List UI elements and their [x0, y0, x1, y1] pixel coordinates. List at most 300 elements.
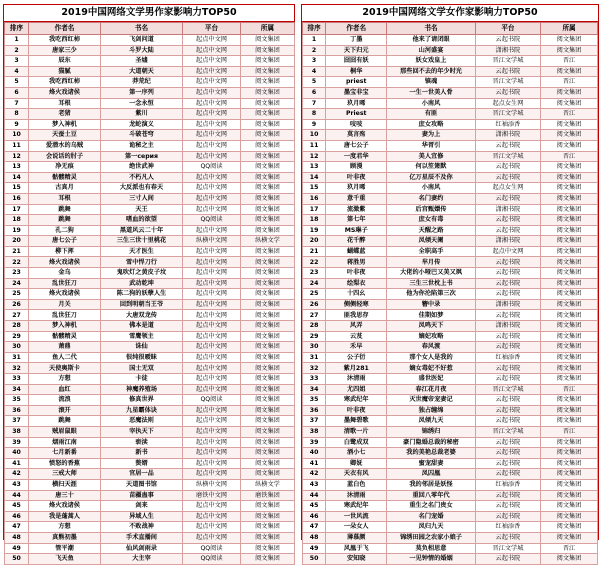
rank-cell: 16 — [303, 193, 326, 204]
platform-cell: 起点中文网 — [183, 140, 241, 151]
book-cell: 第一серия — [101, 151, 183, 162]
rank-cell: 2 — [5, 45, 29, 56]
group-cell: 阅文集团 — [541, 554, 598, 565]
table-row — [5, 384, 295, 395]
author-cell: 七月新番 — [29, 448, 101, 459]
table-row — [5, 151, 295, 162]
group-cell: 阅文集团 — [241, 469, 295, 480]
group-cell: 阅文集团 — [541, 278, 598, 289]
book-cell: 回到明朝当王爷 — [101, 299, 183, 310]
book-cell: 一生一世美人骨 — [387, 87, 476, 98]
author-cell: 玖月晞 — [326, 98, 387, 109]
group-cell: 阅文集团 — [241, 405, 295, 416]
group-cell: 阅文集团 — [541, 331, 598, 342]
table-row — [303, 469, 598, 480]
platform-cell: 起点中文网 — [183, 183, 241, 194]
book-cell: 圣墟 — [101, 56, 183, 67]
book-cell: 剑来 — [101, 501, 183, 512]
book-cell: 他为你沦陷第三次 — [387, 289, 476, 300]
table-row — [303, 35, 598, 46]
platform-cell: QQ阅读 — [183, 215, 241, 226]
group-cell: 阅文集团 — [241, 246, 295, 257]
group-cell: 阅文集团 — [241, 289, 295, 300]
table-row — [303, 151, 598, 162]
author-cell: 安知晓 — [326, 554, 387, 565]
table-row — [5, 532, 295, 543]
rank-cell: 42 — [303, 469, 326, 480]
table-row — [303, 236, 598, 247]
group-cell: 阅文集团 — [541, 193, 598, 204]
platform-cell: 起点中文网 — [183, 299, 241, 310]
platform-cell: 云起书院 — [475, 532, 540, 543]
author-cell: 风凰于飞 — [326, 543, 387, 554]
male-authors-table — [4, 22, 295, 565]
rank-cell: 45 — [303, 501, 326, 512]
group-cell: 阅文集团 — [241, 299, 295, 310]
book-cell: 山河盛宴 — [387, 45, 476, 56]
rank-cell: 8 — [303, 109, 326, 120]
platform-cell: QQ阅读 — [183, 162, 241, 173]
group-cell: 阅文集团 — [541, 511, 598, 522]
rank-cell: 24 — [5, 278, 29, 289]
group-cell: 阅文集团 — [241, 501, 295, 512]
column-header-group: 所属 — [241, 23, 295, 35]
rank-cell: 43 — [303, 479, 326, 490]
platform-cell: 起点中文网 — [183, 45, 241, 56]
book-cell: 凤倾九天 — [387, 416, 476, 427]
rank-cell: 33 — [5, 374, 29, 385]
table-row — [5, 554, 295, 565]
group-cell: 阅文集团 — [241, 257, 295, 268]
table-row — [303, 98, 598, 109]
author-cell: 方想 — [29, 374, 101, 385]
author-cell: 顾漫 — [326, 162, 387, 173]
table-row — [303, 268, 598, 279]
platform-cell: 云起书院 — [475, 511, 540, 522]
rank-cell: 41 — [5, 458, 29, 469]
platform-cell: 起点中文网 — [183, 426, 241, 437]
platform-cell: 起点中文网 — [183, 257, 241, 268]
rank-cell: 21 — [5, 246, 29, 257]
group-cell: 晋江 — [541, 77, 598, 88]
author-cell: 清歌一片 — [326, 426, 387, 437]
table-row — [5, 204, 295, 215]
platform-cell: 起点中文网 — [183, 193, 241, 204]
author-cell: 乱世狂刀 — [29, 310, 101, 321]
group-cell: 阅文集团 — [241, 87, 295, 98]
table-row — [303, 289, 598, 300]
group-cell: 阅文集团 — [241, 363, 295, 374]
book-cell: 我的邻居是妖怪 — [387, 479, 476, 490]
book-cell: 三生三世枕上书 — [387, 278, 476, 289]
book-cell: 宰执天下 — [101, 426, 183, 437]
book-cell: 苗疆蛊事 — [101, 490, 183, 501]
author-cell: 桐华 — [326, 66, 387, 77]
rank-cell: 36 — [5, 405, 29, 416]
platform-cell: 起点中文网 — [183, 109, 241, 120]
book-cell: 九星霸体诀 — [101, 405, 183, 416]
author-cell: 天衣有风 — [326, 469, 387, 480]
male-authors-body — [5, 35, 295, 565]
table-row — [5, 66, 295, 77]
group-cell: 阅文集团 — [241, 140, 295, 151]
rank-cell: 7 — [303, 98, 326, 109]
table-row — [5, 162, 295, 173]
platform-cell: 晋江文学城 — [475, 426, 540, 437]
author-cell: 天蚕土豆 — [29, 130, 101, 141]
rank-cell: 44 — [5, 490, 29, 501]
platform-cell: QQ阅读 — [183, 395, 241, 406]
author-cell: 烟雨江南 — [29, 437, 101, 448]
group-cell: 阅文集团 — [241, 215, 295, 226]
author-cell: 禾早 — [326, 342, 387, 353]
author-cell: 匪我思存 — [326, 310, 387, 321]
book-cell: 妖女戏皇上 — [387, 56, 476, 67]
table-row — [5, 363, 295, 374]
platform-cell: 红袖添香 — [475, 522, 540, 533]
book-cell: 黑道风云二十年 — [101, 225, 183, 236]
author-cell: 鱼人二代 — [29, 352, 101, 363]
platform-cell: 起点中文网 — [183, 469, 241, 480]
platform-cell: 云起书院 — [475, 458, 540, 469]
table-row — [303, 543, 598, 554]
book-cell: 官居一品 — [101, 469, 183, 480]
rank-cell: 41 — [303, 458, 326, 469]
book-cell: 斗罗大陆 — [101, 45, 183, 56]
platform-cell: 起点中文网 — [183, 289, 241, 300]
author-cell: 管平潮 — [29, 543, 101, 554]
table-row — [5, 321, 295, 332]
table-row — [303, 109, 598, 120]
book-cell: 三寸人间 — [101, 193, 183, 204]
author-cell: 贼眉鼠眼 — [29, 426, 101, 437]
group-cell: 阅文集团 — [241, 162, 295, 173]
platform-cell: 云起书院 — [475, 416, 540, 427]
table-row — [303, 458, 598, 469]
group-cell: 阅文集团 — [541, 532, 598, 543]
author-cell: 侧侧轻寒 — [326, 299, 387, 310]
book-cell: 一见钟情的婚姻 — [387, 554, 476, 565]
author-cell: 金乌 — [29, 268, 101, 279]
author-cell: 意千重 — [326, 193, 387, 204]
book-cell: 陈二狗的妖孽人生 — [101, 289, 183, 300]
platform-cell: 起点中文网 — [183, 374, 241, 385]
rank-cell: 40 — [303, 448, 326, 459]
table-row — [5, 130, 295, 141]
rank-cell: 36 — [303, 405, 326, 416]
table-row — [5, 522, 295, 533]
group-cell: 阅文集团 — [241, 532, 295, 543]
table-row — [303, 554, 598, 565]
rank-cell: 44 — [303, 490, 326, 501]
rank-cell: 49 — [303, 543, 326, 554]
group-cell: 阅文集团 — [241, 45, 295, 56]
book-cell: 春江花月夜 — [387, 384, 476, 395]
group-cell: 阅文集团 — [541, 225, 598, 236]
author-cell: 跳舞 — [29, 215, 101, 226]
author-cell: 流浪 — [29, 395, 101, 406]
book-cell: 飞剑问道 — [101, 35, 183, 46]
table-row — [5, 215, 295, 226]
author-cell: 吱吱 — [326, 119, 387, 130]
group-cell: 阅文集团 — [541, 289, 598, 300]
table-row — [5, 342, 295, 353]
table-row — [5, 395, 295, 406]
rank-cell: 20 — [5, 236, 29, 247]
female-authors-panel — [301, 4, 599, 563]
table-row — [303, 352, 598, 363]
column-header-rank: 排序 — [303, 23, 326, 35]
rank-cell: 15 — [5, 183, 29, 194]
table-row — [5, 426, 295, 437]
male-panel-title: 2019中国网络文学男作家影响力TOP50 — [4, 5, 294, 22]
rank-cell: 7 — [5, 98, 29, 109]
group-cell: 阅文集团 — [541, 469, 598, 480]
author-cell: 寒武纪年 — [326, 395, 387, 406]
group-cell: 晋江 — [541, 151, 598, 162]
author-cell: 风弄 — [326, 321, 387, 332]
rank-cell: 11 — [5, 140, 29, 151]
author-cell: 玖月晞 — [326, 183, 387, 194]
platform-cell: 起点中文网 — [183, 331, 241, 342]
table-row — [5, 35, 295, 46]
group-cell: 阅文集团 — [241, 331, 295, 342]
column-header-platform: 平台 — [183, 23, 241, 35]
platform-cell: 起点中文网 — [183, 151, 241, 162]
author-cell: 孔二狗 — [29, 225, 101, 236]
table-row — [5, 299, 295, 310]
book-cell: 凤倾天阑 — [387, 236, 476, 247]
book-cell: 很纯很暧昧 — [101, 352, 183, 363]
book-cell: 后宫甄嬛传 — [387, 204, 476, 215]
platform-cell: 起点中文网 — [183, 204, 241, 215]
rank-cell: 32 — [5, 363, 29, 374]
platform-cell: 起点中文网 — [475, 246, 540, 257]
author-cell: 辰东 — [29, 56, 101, 67]
group-cell: 阅文集团 — [241, 77, 295, 88]
column-header-author: 作者名 — [29, 23, 101, 35]
platform-cell: 晋江文学城 — [475, 77, 540, 88]
table-row — [303, 140, 598, 151]
author-cell: 烽火戏诸侯 — [29, 87, 101, 98]
column-header-platform: 平台 — [475, 23, 540, 35]
rank-cell: 2 — [303, 45, 326, 56]
group-cell: 晋江 — [541, 56, 598, 67]
table-row — [5, 246, 295, 257]
author-cell: 耳根 — [29, 98, 101, 109]
platform-cell: 潇湘书院 — [475, 45, 540, 56]
platform-cell: 起点中文网 — [183, 511, 241, 522]
author-cell: 月关 — [29, 299, 101, 310]
book-cell: 绝世武神 — [101, 162, 183, 173]
author-cell: 墨宝非宝 — [326, 87, 387, 98]
book-cell: 异域人生 — [101, 511, 183, 522]
table-row — [303, 501, 598, 512]
author-cell: 横扫天涯 — [29, 479, 101, 490]
table-row — [303, 374, 598, 385]
rank-cell: 13 — [5, 162, 29, 173]
book-cell: 第一序列 — [101, 87, 183, 98]
rank-cell: 6 — [5, 87, 29, 98]
group-cell: 阅文集团 — [241, 416, 295, 427]
book-cell: 大道朝天 — [101, 66, 183, 77]
platform-cell: 云起书院 — [475, 268, 540, 279]
female-authors-body — [303, 35, 598, 565]
rank-cell: 28 — [5, 321, 29, 332]
group-cell: 阅文集团 — [541, 140, 598, 151]
author-cell: 三戒大师 — [29, 469, 101, 480]
book-cell: 簪中录 — [387, 299, 476, 310]
author-cell: 绘梨衣 — [326, 278, 387, 289]
rank-cell: 10 — [303, 130, 326, 141]
author-cell: 沐清雨 — [326, 374, 387, 385]
group-cell: 阅文集团 — [541, 87, 598, 98]
table-row — [5, 109, 295, 120]
table-row — [5, 448, 295, 459]
group-cell: 阅文集团 — [241, 66, 295, 77]
rank-cell: 48 — [5, 532, 29, 543]
rank-cell: 6 — [303, 87, 326, 98]
author-cell: 第七年 — [326, 215, 387, 226]
group-cell: 阅文集团 — [241, 119, 295, 130]
group-cell: 阅文集团 — [241, 554, 295, 565]
book-cell: 庶女有毒 — [387, 215, 476, 226]
table-row — [303, 257, 598, 268]
rank-cell: 42 — [5, 469, 29, 480]
author-cell: 流潋紫 — [326, 204, 387, 215]
rank-cell: 32 — [303, 363, 326, 374]
platform-cell: 起点女生网 — [475, 183, 540, 194]
rank-cell: 4 — [303, 66, 326, 77]
group-cell: 阅文集团 — [541, 183, 598, 194]
group-cell: 晋江 — [541, 384, 598, 395]
platform-cell: 晋江文学城 — [475, 151, 540, 162]
group-cell: 阅文集团 — [541, 162, 598, 173]
book-cell: 鬼吹灯之黄皮子坟 — [101, 268, 183, 279]
author-cell: 我吃西红柿 — [29, 35, 101, 46]
rank-cell: 17 — [5, 204, 29, 215]
book-cell: 他来了请闭眼 — [387, 35, 476, 46]
platform-cell: 潇湘书院 — [475, 321, 540, 332]
table-row — [5, 310, 295, 321]
rank-cell: 20 — [303, 236, 326, 247]
book-cell: 盛世医妃 — [387, 374, 476, 385]
author-cell: 天下归元 — [326, 45, 387, 56]
book-cell: 亵渎 — [101, 437, 183, 448]
table-row — [303, 395, 598, 406]
table-row — [303, 246, 598, 257]
rank-cell: 50 — [303, 554, 326, 565]
book-cell: 凤囚凰 — [387, 469, 476, 480]
platform-cell: 起点中文网 — [183, 66, 241, 77]
rank-cell: 38 — [303, 426, 326, 437]
group-cell: 阅文集团 — [541, 204, 598, 215]
platform-cell: 云起书院 — [475, 374, 540, 385]
table-row — [303, 479, 598, 490]
group-cell: 阅文集团 — [241, 35, 295, 46]
female-panel-title: 2019中国网络文学女作家影响力TOP50 — [302, 5, 598, 22]
rank-cell: 12 — [5, 151, 29, 162]
author-cell: 莫言殇 — [326, 130, 387, 141]
book-cell: 镇魂 — [387, 77, 476, 88]
platform-cell: 云起书院 — [475, 257, 540, 268]
book-cell: 莽荒纪 — [101, 77, 183, 88]
table-row — [5, 172, 295, 183]
platform-cell: 起点中文网 — [183, 501, 241, 512]
table-row — [5, 119, 295, 130]
platform-cell: 云起书院 — [475, 35, 540, 46]
rank-cell: 15 — [303, 183, 326, 194]
group-cell: 阅文集团 — [541, 130, 598, 141]
group-cell: 阅文集团 — [241, 151, 295, 162]
author-cell: 梦入神机 — [29, 321, 101, 332]
rank-cell: 19 — [5, 225, 29, 236]
group-cell: 阅文集团 — [541, 479, 598, 490]
group-cell: 阅文集团 — [541, 310, 598, 321]
author-cell: 愤怒的香蕉 — [29, 458, 101, 469]
group-cell: 纵横文学 — [241, 236, 295, 247]
author-cell: priest — [326, 77, 387, 88]
book-cell: 斗破苍穹 — [101, 130, 183, 141]
rank-cell: 23 — [5, 268, 29, 279]
rank-cell: 14 — [303, 172, 326, 183]
book-cell: 国士无双 — [101, 363, 183, 374]
author-cell: 跳舞 — [29, 416, 101, 427]
author-cell: 萧鼎 — [29, 342, 101, 353]
author-cell: 烽火戏诸侯 — [29, 501, 101, 512]
platform-cell: 云起书院 — [475, 140, 540, 151]
author-cell: 天使奥斯卡 — [29, 363, 101, 374]
platform-cell: 起点中文网 — [183, 278, 241, 289]
table-row — [5, 225, 295, 236]
platform-cell: 起点中文网 — [183, 384, 241, 395]
rank-cell: 25 — [303, 289, 326, 300]
rank-cell: 22 — [5, 257, 29, 268]
table-row — [303, 204, 598, 215]
rank-cell: 10 — [5, 130, 29, 141]
rank-cell: 3 — [5, 56, 29, 67]
platform-cell: 起点中文网 — [183, 35, 241, 46]
author-cell: 骷髅精灵 — [29, 331, 101, 342]
book-cell: 重回八零年代 — [387, 490, 476, 501]
book-cell: 亿万星辰不及你 — [387, 172, 476, 183]
table-row — [303, 77, 598, 88]
author-cell: 真熊初墨 — [29, 532, 101, 543]
platform-cell: 起点中文网 — [183, 363, 241, 374]
table-row — [5, 479, 295, 490]
author-cell: 我吃西红柿 — [29, 77, 101, 88]
group-cell: 纵横文学 — [241, 479, 295, 490]
book-cell: 华胥引 — [387, 140, 476, 151]
table-header-row — [5, 23, 295, 35]
author-cell: MS琳子 — [326, 225, 387, 236]
table-row — [303, 342, 598, 353]
group-cell: 阅文集团 — [241, 395, 295, 406]
table-row — [5, 45, 295, 56]
table-header-row — [303, 23, 598, 35]
table-row — [303, 310, 598, 321]
book-cell: 春风渡 — [387, 342, 476, 353]
group-cell: 阅文集团 — [241, 458, 295, 469]
rank-cell: 29 — [5, 331, 29, 342]
group-cell: 阅文集团 — [541, 437, 598, 448]
platform-cell: 起点中文网 — [183, 342, 241, 353]
column-header-book: 书名 — [387, 23, 476, 35]
rank-cell: 46 — [5, 511, 29, 522]
author-cell: 叶非夜 — [326, 405, 387, 416]
author-cell: 酒小七 — [326, 448, 387, 459]
platform-cell: 云起书院 — [475, 448, 540, 459]
